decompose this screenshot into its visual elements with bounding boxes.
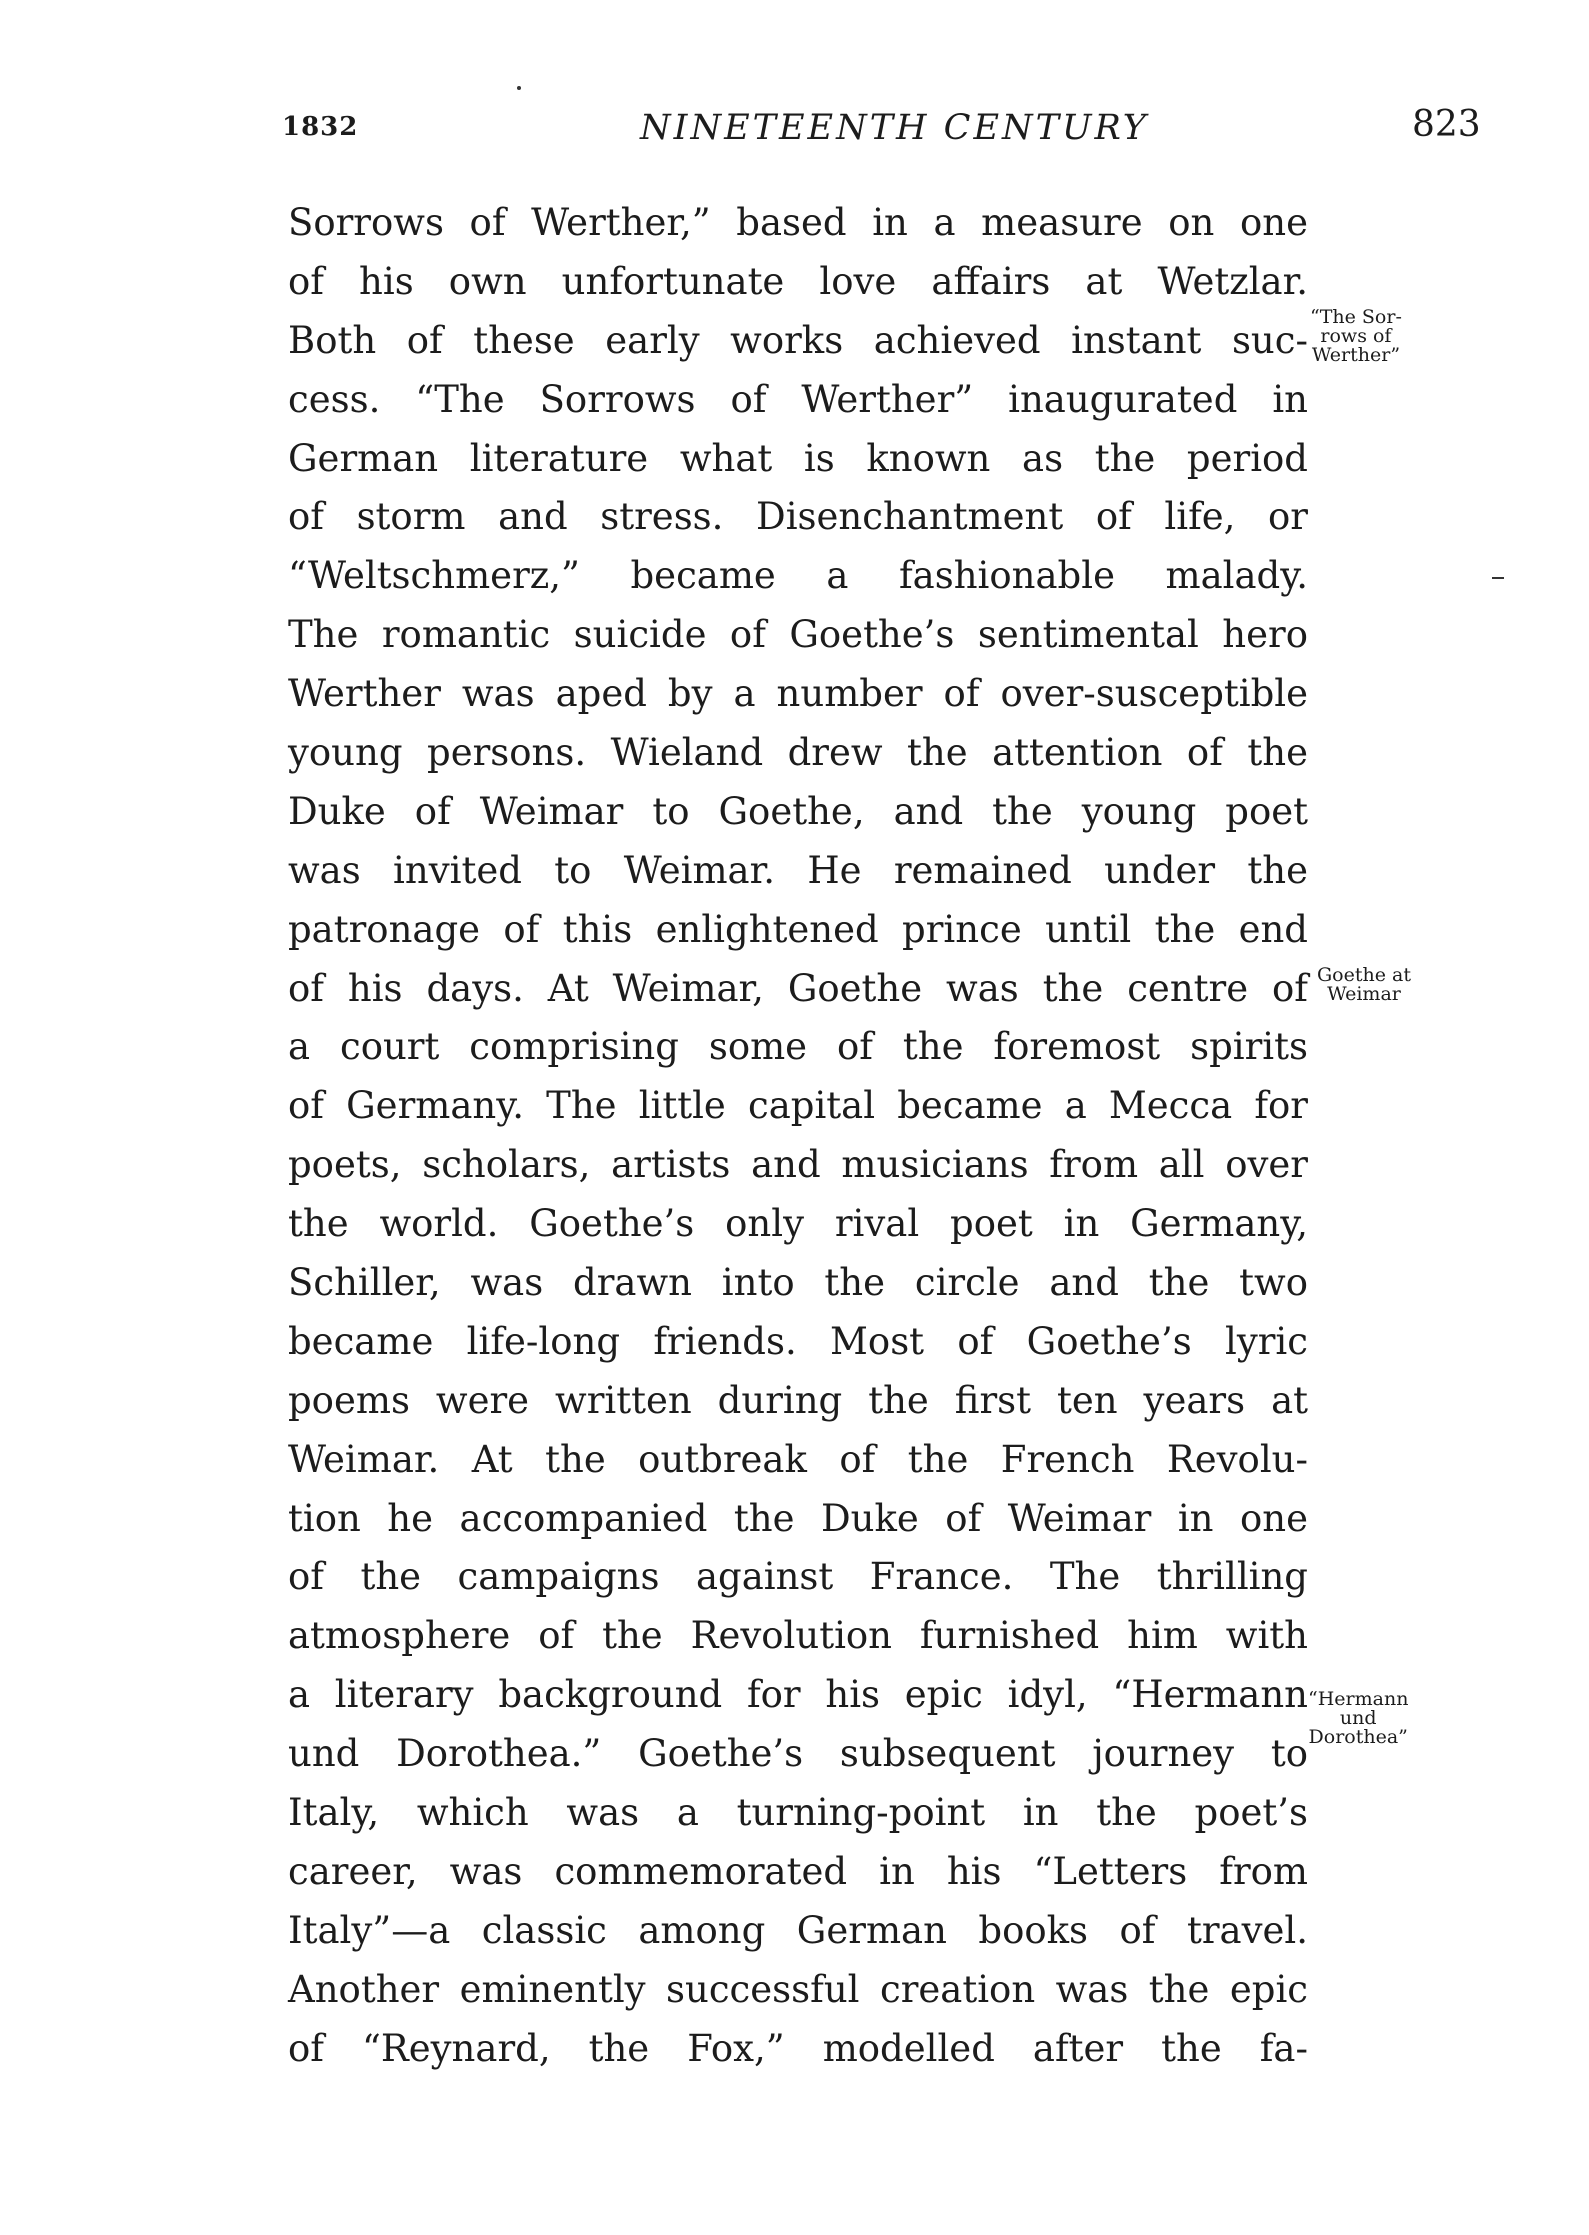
- text-line: cess. “The Sorrows of Werther” inaugurated in: [288, 377, 1308, 421]
- text-line: of his days. At Weimar, Goethe was the centre of: [288, 966, 1308, 1010]
- text-line: Italy”—a classic among German books of travel.: [288, 1908, 1308, 1952]
- text-line: Schiller, was drawn into the circle and the two: [288, 1261, 1308, 1305]
- marginal-note-sorrows-of-werther: “The Sor- rows of Werther”: [1310, 306, 1402, 366]
- text-line: Both of these early works achieved instant suc-: [288, 318, 1308, 362]
- print-speck: [1492, 577, 1504, 579]
- text-line: a court comprising some of the foremost spirits: [288, 1025, 1308, 1069]
- text-line: became life-long friends. Most of Goethe’s lyric: [288, 1319, 1308, 1363]
- text-line: of storm and stress. Disenchantment of life, or: [288, 495, 1308, 539]
- text-line: of “Reynard, the Fox,” modelled after the fa-: [288, 2026, 1308, 2070]
- marginal-note-hermann-und-dorothea: “Hermann und Dorothea”: [1308, 1688, 1409, 1748]
- text-line: career, was commemorated in his “Letters from: [288, 1849, 1308, 1893]
- text-line: a literary background for his epic idyl, “Hermann: [288, 1673, 1308, 1717]
- text-line: of his own unfortunate love affairs at Wetzlar.: [288, 259, 1308, 303]
- running-header: [0, 104, 1589, 154]
- text-line: Sorrows of Werther,” based in a measure on one: [288, 201, 1308, 244]
- text-line: Duke of Weimar to Goethe, and the young poet: [288, 789, 1308, 833]
- text-line: of Germany. The little capital became a Mecca for: [288, 1084, 1308, 1128]
- text-line: Werther was aped by a number of over-susceptible: [288, 672, 1308, 716]
- text-line: tion he accompanied the Duke of Weimar in one: [288, 1496, 1308, 1540]
- text-line: young persons. Wieland drew the attention of the: [288, 731, 1308, 775]
- running-title: NINETEENTH CENTURY: [640, 108, 1149, 148]
- body-text: [288, 194, 1308, 2079]
- text-line: The romantic suicide of Goethe’s sentimental hero: [288, 613, 1308, 657]
- text-line: Weimar. At the outbreak of the French Revolu-: [288, 1437, 1308, 1481]
- text-line: of the campaigns against France. The thrilling: [288, 1555, 1308, 1599]
- text-line: atmosphere of the Revolution furnished him with: [288, 1614, 1308, 1658]
- text-line: German literature what is known as the period: [288, 436, 1308, 480]
- print-speck: [517, 86, 521, 90]
- header-year: 1832: [282, 112, 359, 142]
- page-number: 823: [1412, 104, 1481, 145]
- text-line: poets, scholars, artists and musicians from all over: [288, 1143, 1308, 1187]
- text-line: the world. Goethe’s only rival poet in Germany,: [288, 1202, 1308, 1246]
- text-line: was invited to Weimar. He remained under the: [288, 848, 1308, 892]
- text-line: Italy, which was a turning-point in the poet’s: [288, 1791, 1308, 1835]
- marginal-note-goethe-at-weimar: Goethe at Weimar: [1317, 964, 1411, 1005]
- text-line: und Dorothea.” Goethe’s subsequent journey to: [288, 1732, 1308, 1776]
- text-line: patronage of this enlightened prince until the end: [288, 907, 1308, 951]
- text-line: Another eminently successful creation was the epic: [288, 1967, 1308, 2011]
- text-line: “Weltschmerz,” became a fashionable malady.: [288, 554, 1308, 598]
- text-line: poems were written during the first ten years at: [288, 1378, 1308, 1422]
